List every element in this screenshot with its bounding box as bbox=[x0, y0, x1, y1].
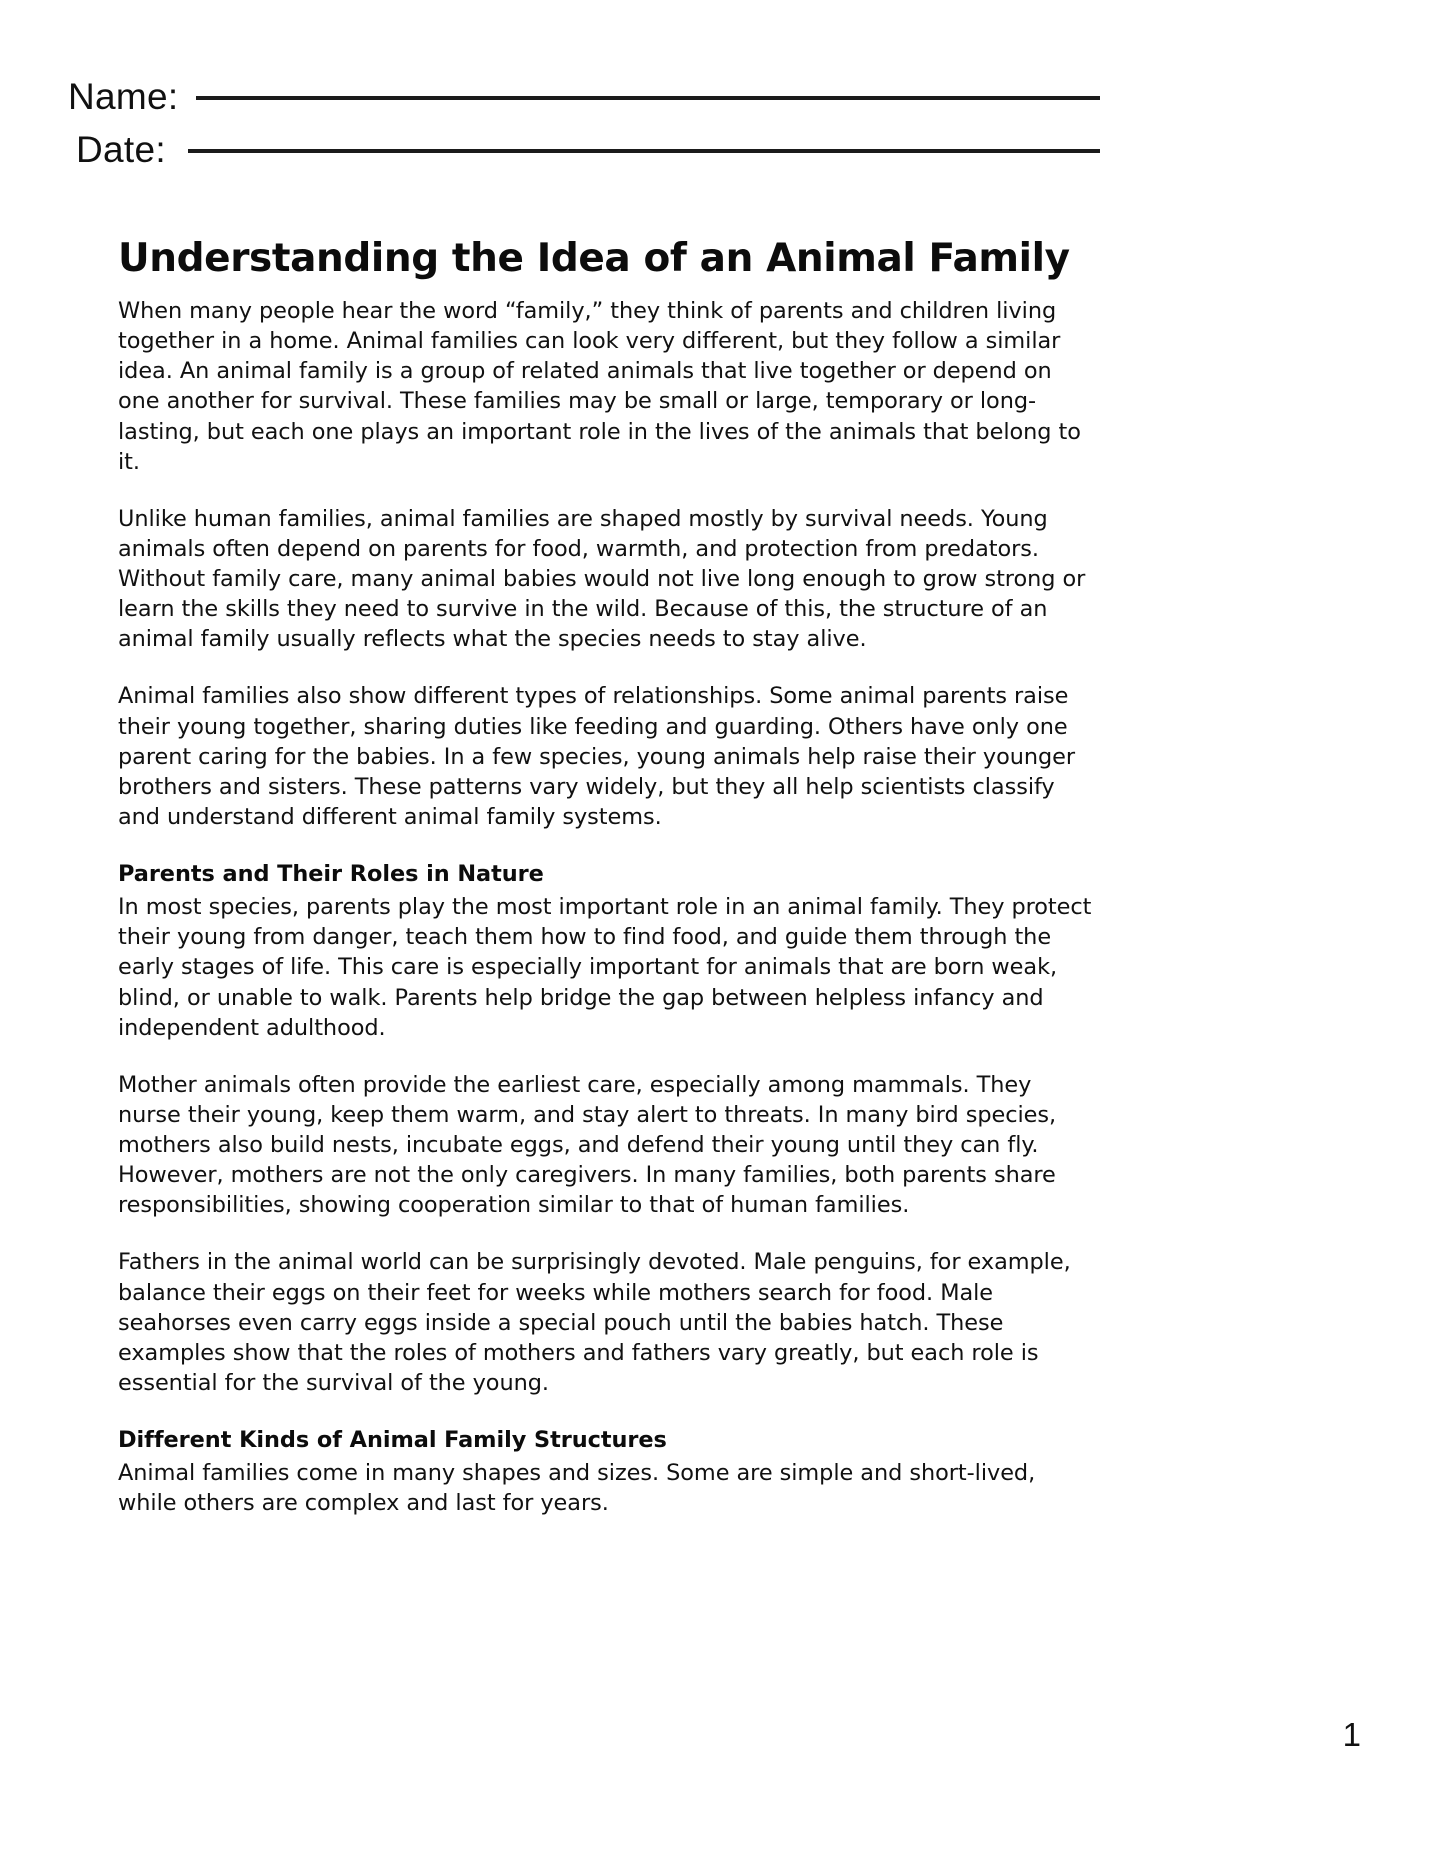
name-write-in-line[interactable] bbox=[196, 96, 1100, 100]
article-paragraph: Fathers in the animal world can be surprisingly devoted. Male penguins, for example, balance their eggs on their feet for weeks while mothers search for food. Male seahorses even carry eggs inside a special pouch until the babies hatch. These examples show that the roles of mothers and fathers vary greatly, but each role is essential for the survival of the young. bbox=[118, 1249, 1071, 1396]
page-title: Understanding the Idea of an Animal Family bbox=[118, 236, 1070, 281]
name-field-row bbox=[0, 78, 1445, 115]
page-number: 1 bbox=[1342, 1716, 1361, 1753]
section-heading-family-structures: Different Kinds of Animal Family Structures bbox=[118, 1427, 667, 1454]
article-paragraph: Animal families come in many shapes and sizes. Some are simple and short-lived, while others are complex and last for years. bbox=[118, 1460, 1036, 1517]
article-paragraph: In most species, parents play the most important role in an animal family. They protect their young from danger, teach them how to find food, and guide them through the early stages of life. This care is especially important for animals that are born weak, blind, or unable to walk. Parents help bridge the gap between helpless infancy and independent adulthood. bbox=[118, 894, 1092, 1041]
section-heading-parents-roles: Parents and Their Roles in Nature bbox=[118, 861, 544, 888]
name-field-label: Name: bbox=[68, 76, 179, 117]
date-field-row bbox=[0, 131, 1445, 168]
article-paragraph: Animal families also show different types of relationships. Some animal parents raise their young together, sharing duties like feeding and guarding. Others have only one parent caring for the babies. In a few species, young animals help raise their younger brothers and sisters. These patterns vary widely, but they all help scientists classify and understand different animal family systems. bbox=[118, 683, 1076, 830]
article-paragraph: Mother animals often provide the earliest care, especially among mammals. They nurse their young, keep them warm, and stay alert to threats. In many bird species, mothers also build nests, incubate eggs, and defend their young until they can fly. However, mothers are not the only caregivers. In many families, both parents share responsibilities, showing cooperation similar to that of human families. bbox=[118, 1071, 1057, 1219]
student-info-fields bbox=[0, 78, 1445, 168]
article-paragraph: When many people hear the word “family,” they think of parents and children living together in a home. Animal families can look very different, but they follow a similar idea. An animal family is a group of related animals that live together or depend on one another for survival. These families may be small or large, temporary or long-lasting, but each one plays an important role in the lives of the animals that belong to it. bbox=[118, 298, 1081, 475]
article-body bbox=[118, 236, 1096, 1518]
article-paragraph: Unlike human families, animal families are shaped mostly by survival needs. Young animals often depend on parents for food, warmth, and protection from predators. Without family care, many animal babies would not live long enough to grow strong or learn the skills they need to survive in the wild. Because of this, the structure of an animal family usually reflects what the species needs to stay alive. bbox=[118, 505, 1086, 653]
date-write-in-line[interactable] bbox=[188, 149, 1100, 153]
date-field-label: Date: bbox=[76, 129, 166, 170]
